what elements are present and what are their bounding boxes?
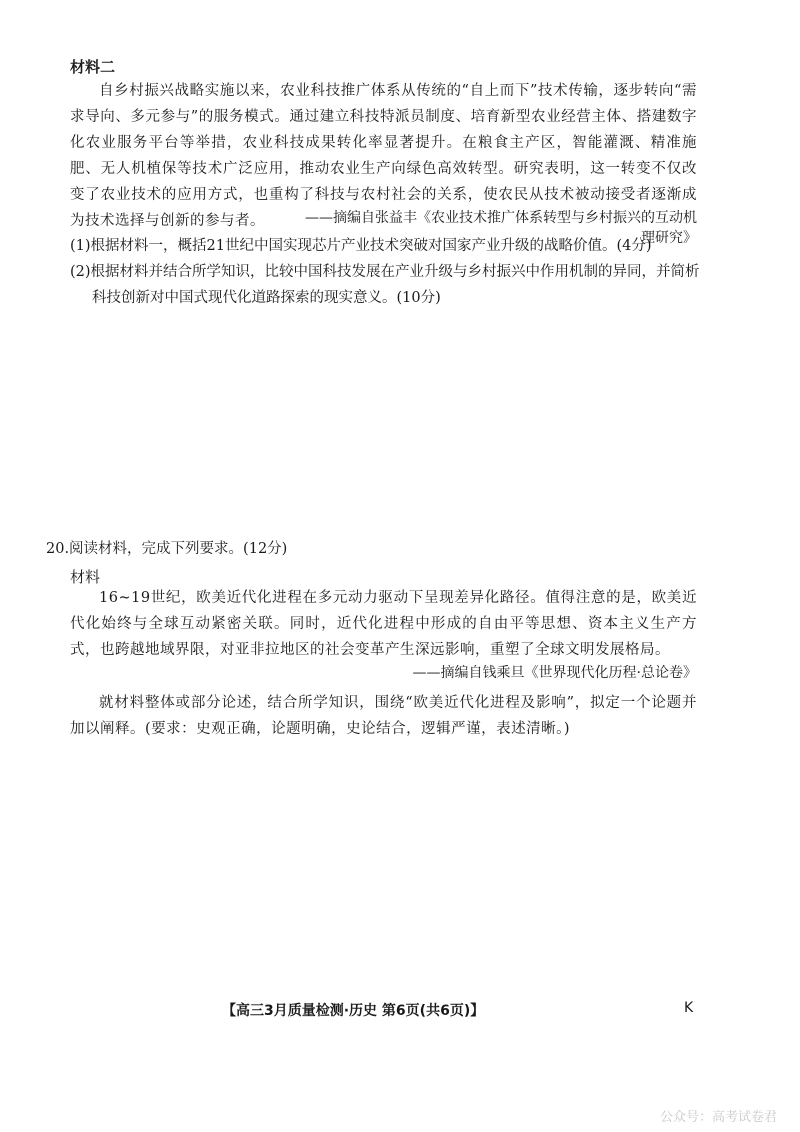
question-20-task: 就材料整体或部分论述，结合所学知识，围绕“欧美近代化进程及影响”，拟定一个论题并加以阐释。(要求：史观正确，论题明确，史论结合，逻辑严谨，表述清晰。): [70, 695, 697, 737]
exam-code: K: [684, 1000, 694, 1016]
material2-citation: ——摘编自张益丰《农业技术推广体系转型与乡村振兴的互动机理研究》: [305, 210, 697, 246]
material2-paragraph: 自乡村振兴战略实施以来，农业科技推广体系从传统的“自上而下”技术传输，逐步转向“需求导向、多元参与”的服务模式。通过建立科技特派员制度、培育新型农业经营主体、搭建数字化农业服务平台等举措，农业科技成果转化率显著提升。在粮食主产区，智能灌溉、精准施肥、无人机植保等技术广泛应用，推动农业生产向绿色高效转型。研究表明，这一转变不仅改变了农业技术的应用方式，也重构了科技与农村社会的关系，使农民从技术被动接受者逐渐成为技术选择与创新的参与者。: [70, 83, 697, 229]
question-19-2-line1: (2)根据材料并结合所学知识，比较中国科技发展在产业升级与乡村振兴中作用机制的异同，并简析: [70, 264, 700, 280]
watermark: 公众号：高考试卷君: [660, 1110, 778, 1125]
question-20-citation: ——摘编自钱乘旦《世界现代化历程·总论卷》: [412, 665, 697, 681]
question-19-block: [70, 233, 700, 311]
page-footer: 【高三3月质量检测·历史 第6页(共6页)】: [222, 1003, 485, 1019]
material2-heading: 材料二: [70, 58, 116, 76]
question-19-2-line2: 科技创新对中国式现代化道路探索的现实意义。(10分): [92, 290, 441, 306]
question-20-material-label: 材料: [70, 568, 101, 586]
question-20-title: 20.阅读材料，完成下列要求。(12分): [46, 541, 288, 557]
question-19-1: (1)根据材料一，概括21世纪中国实现芯片产业技术突破对国家产业升级的战略价值。(4分): [70, 238, 652, 254]
question-20-paragraph: 16~19世纪，欧美近代化进程在多元动力驱动下呈现差异化路径。值得注意的是，欧美近代化始终与全球互动紧密关联。同时，近代化进程中形成的自由平等思想、资本主义生产方式，也跨越地域界限，对亚非拉地区的社会变革产生深远影响，重塑了全球文明发展格局。: [70, 590, 697, 658]
